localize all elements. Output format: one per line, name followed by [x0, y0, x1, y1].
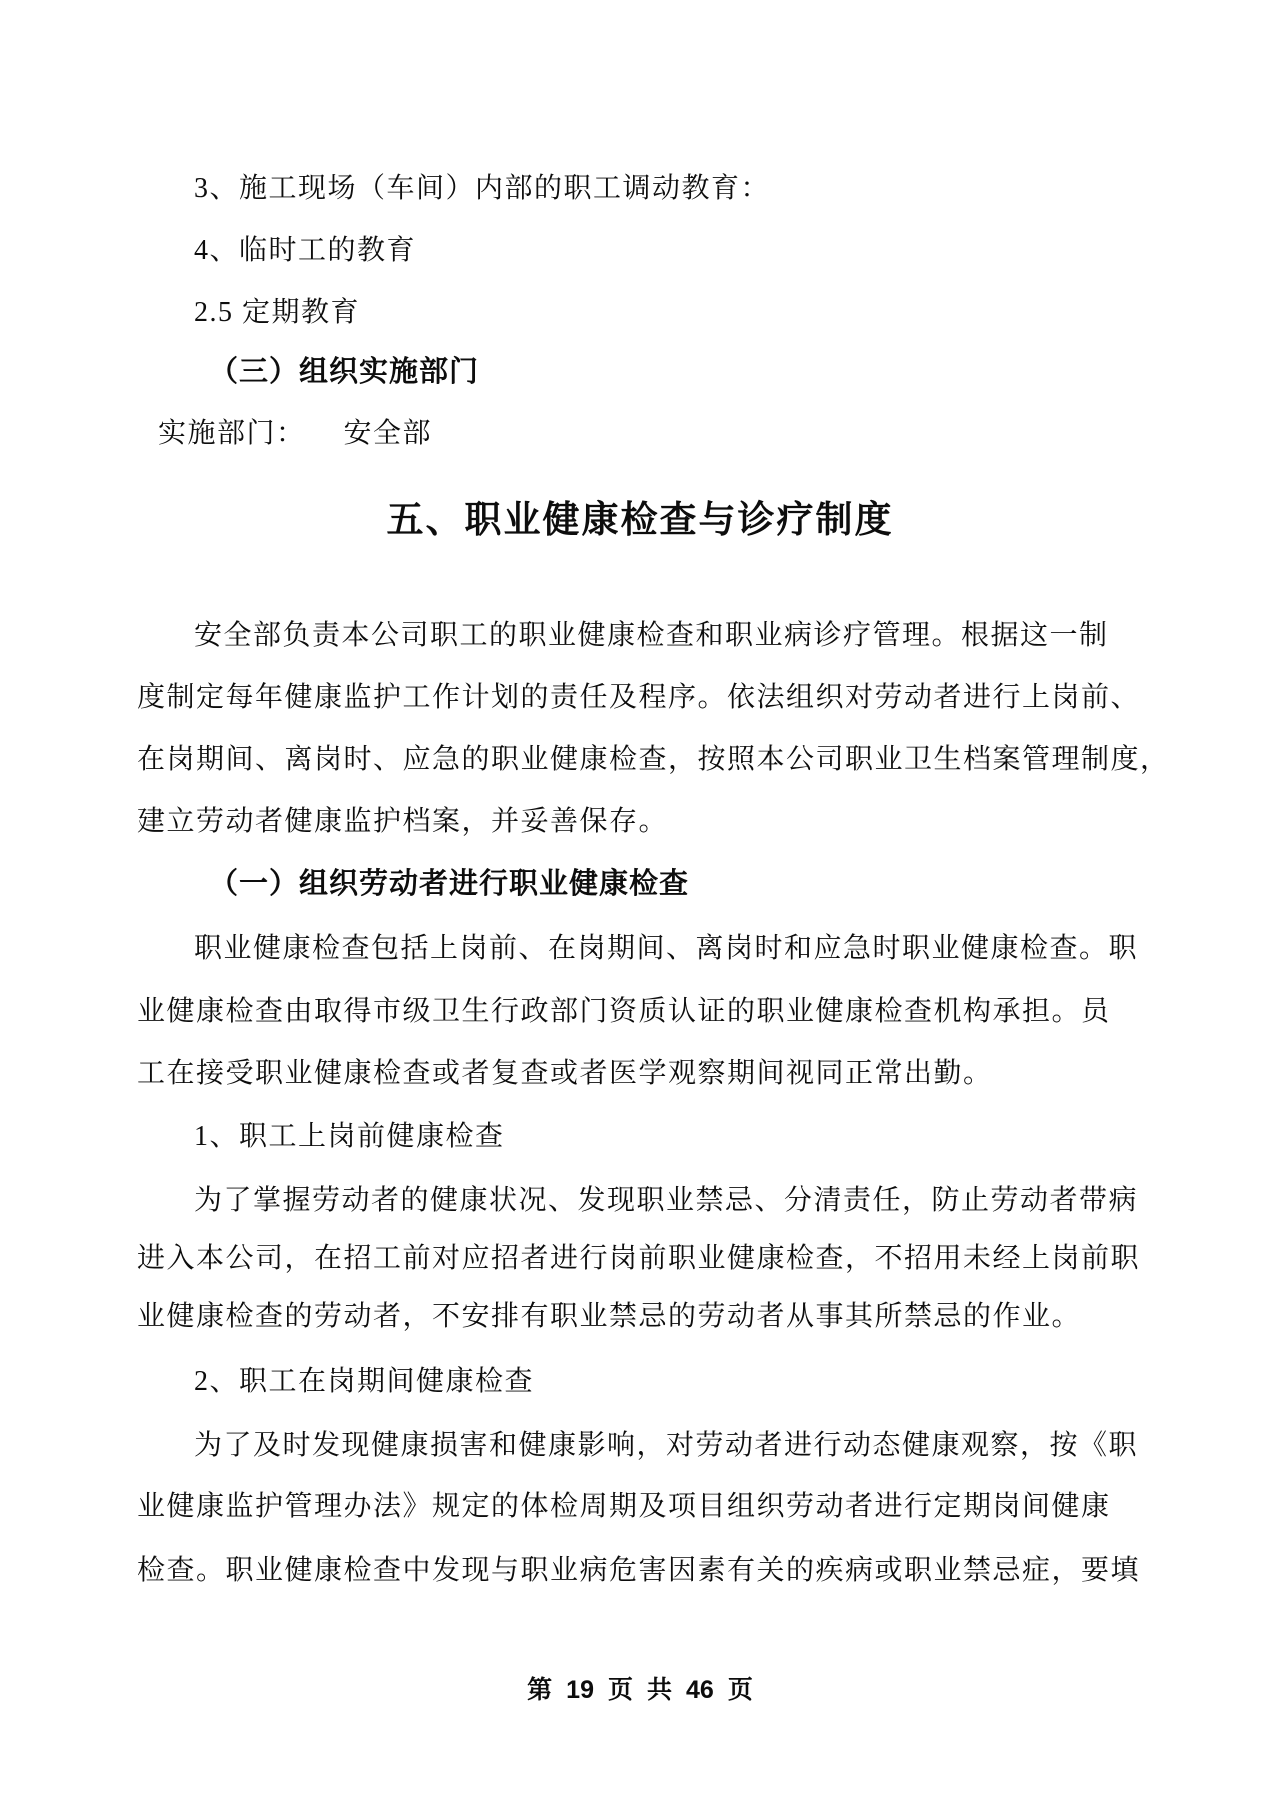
- edu-item-3: 3、施工现场（车间）内部的职工调动教育：: [194, 173, 771, 204]
- intro-line: 在岗期间、离岗时、应急的职业健康检查，按照本公司职业卫生档案管理制度，: [137, 744, 1170, 775]
- chapter-title: 五、职业健康检查与诊疗制度: [386, 499, 894, 540]
- section-3-heading: （三）组织实施部门: [209, 356, 480, 388]
- para-line: 业健康检查的劳动者，不安排有职业禁忌的劳动者从事其所禁忌的作业。: [137, 1301, 1082, 1332]
- footer-text: 页: [607, 1676, 633, 1704]
- footer-current-page: 19: [566, 1676, 594, 1704]
- footer-text: 页: [727, 1676, 753, 1704]
- dept-label: 实施部门：: [158, 418, 306, 449]
- para-line: 检查。职业健康检查中发现与职业病危害因素有关的疾病或职业禁忌症，要填: [137, 1555, 1141, 1586]
- item-1-heading: 1、职工上岗前健康检查: [194, 1121, 505, 1152]
- para-line: 业健康检查由取得市级卫生行政部门资质认证的职业健康检查机构承担。员: [137, 996, 1111, 1027]
- section-1-heading: （一）组织劳动者进行职业健康检查: [209, 868, 690, 900]
- para-line: 为了及时发现健康损害和健康影响，对劳动者进行动态健康观察，按《职: [194, 1430, 1139, 1461]
- dept-line: [137, 412, 1164, 456]
- intro-line: 建立劳动者健康监护档案，并妥善保存。: [137, 806, 669, 837]
- para-line: 进入本公司，在招工前对应招者进行岗前职业健康检查，不招用未经上岗前职: [137, 1243, 1141, 1274]
- footer-total-pages: 46: [686, 1676, 714, 1704]
- para-line: 工在接受职业健康检查或者复查或者医学观察期间视同正常出勤。: [137, 1058, 993, 1089]
- intro-line: 安全部负责本公司职工的职业健康检查和职业病诊疗管理。根据这一制: [194, 620, 1109, 651]
- dept-value: 安全部: [343, 418, 433, 449]
- para-line: 业健康监护管理办法》规定的体检周期及项目组织劳动者进行定期岗间健康: [137, 1491, 1111, 1522]
- para-line: 为了掌握劳动者的健康状况、发现职业禁忌、分清责任，防止劳动者带病: [194, 1185, 1139, 1216]
- footer-text: 第: [527, 1676, 553, 1704]
- footer-text: 共: [647, 1676, 673, 1704]
- item-2-heading: 2、职工在岗期间健康检查: [194, 1366, 535, 1397]
- page-number-footer: [0, 1670, 1280, 1710]
- para-line: 职业健康检查包括上岗前、在岗期间、离岗时和应急时职业健康检查。职: [194, 933, 1139, 964]
- edu-item-2-5: 2.5 定期教育: [194, 297, 361, 328]
- edu-item-4: 4、临时工的教育: [194, 235, 417, 266]
- intro-line: 度制定每年健康监护工作计划的责任及程序。依法组织对劳动者进行上岗前、: [137, 682, 1141, 713]
